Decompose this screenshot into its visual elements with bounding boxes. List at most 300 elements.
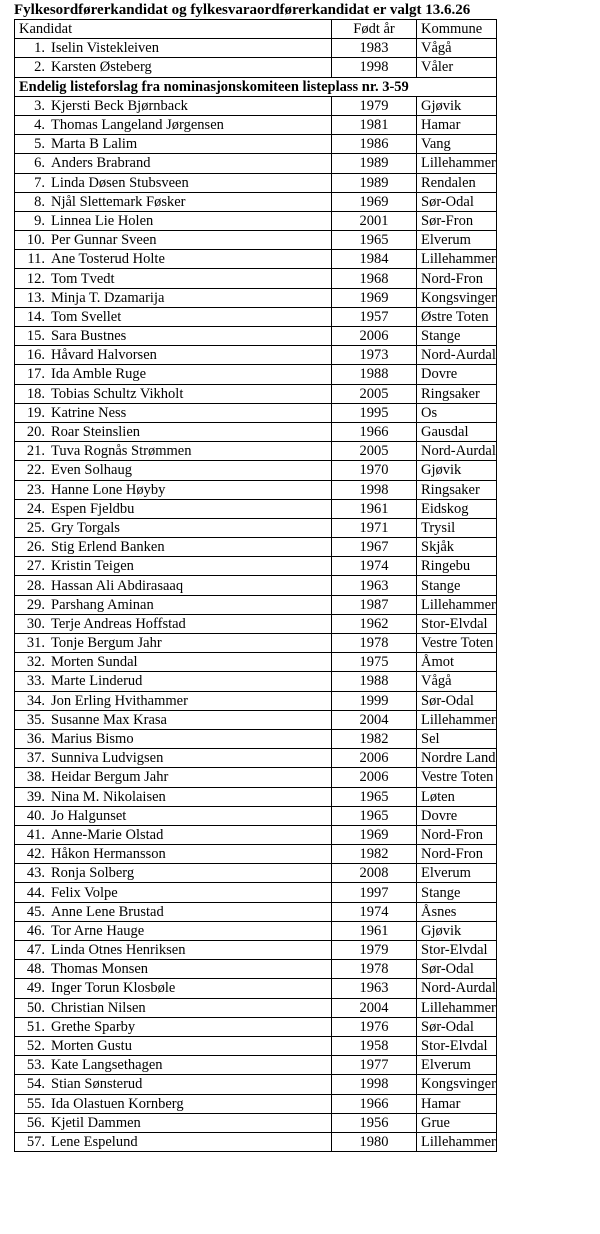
candidate-cell xyxy=(15,749,332,768)
list-number: 2. xyxy=(34,59,45,76)
candidate-name: Håkon Hermansson xyxy=(51,846,166,863)
municipality-cell: Lillehammer xyxy=(417,595,497,614)
list-number: 21. xyxy=(26,443,45,460)
candidate-name: Hassan Ali Abdirasaaq xyxy=(51,577,184,594)
candidate-cell xyxy=(15,1113,332,1132)
candidate-name: Hanne Lone Høyby xyxy=(51,481,166,498)
candidate-name: Thomas Monsen xyxy=(51,961,149,978)
list-number: 33. xyxy=(26,673,45,690)
candidate-name: Njål Slettemark Føsker xyxy=(51,193,186,210)
birth-year-cell: 1956 xyxy=(332,1113,417,1132)
municipality-cell: Lillehammer xyxy=(417,710,497,729)
municipality-cell: Vestre Toten xyxy=(417,768,497,787)
candidate-cell xyxy=(15,1036,332,1055)
table-header-row xyxy=(15,20,497,39)
list-number: 51. xyxy=(26,1018,45,1035)
candidate-name: Sara Bustnes xyxy=(51,328,127,345)
municipality-cell: Vågå xyxy=(417,39,497,58)
candidate-name: Marius Bismo xyxy=(51,731,134,748)
municipality-cell: Gjøvik xyxy=(417,921,497,940)
list-number: 25. xyxy=(26,519,45,536)
birth-year-cell: 2005 xyxy=(332,442,417,461)
birth-year-cell: 1974 xyxy=(332,557,417,576)
municipality-cell: Trysil xyxy=(417,518,497,537)
municipality-cell: Lillehammer xyxy=(417,1132,497,1151)
birth-year-cell: 1987 xyxy=(332,595,417,614)
candidate-cell xyxy=(15,729,332,748)
candidate-name: Marte Linderud xyxy=(51,673,143,690)
candidate-name: Terje Andreas Hoffstad xyxy=(51,615,186,632)
candidate-cell xyxy=(15,115,332,134)
header-born: Født år xyxy=(332,20,417,39)
table-row xyxy=(15,518,497,537)
birth-year-cell: 1961 xyxy=(332,499,417,518)
municipality-cell: Vang xyxy=(417,135,497,154)
list-number: 46. xyxy=(26,922,45,939)
candidate-cell xyxy=(15,173,332,192)
candidate-name: Stian Sønsterud xyxy=(51,1076,143,1093)
list-number: 49. xyxy=(26,980,45,997)
table-row xyxy=(15,538,497,557)
table-row xyxy=(15,883,497,902)
municipality-cell: Dovre xyxy=(417,806,497,825)
list-number: 8. xyxy=(34,193,45,210)
candidate-name: Morten Sundal xyxy=(51,654,138,671)
candidate-name: Linda Døsen Stubsveen xyxy=(51,174,189,191)
municipality-cell: Østre Toten xyxy=(417,307,497,326)
municipality-cell: Ringsaker xyxy=(417,480,497,499)
list-number: 31. xyxy=(26,635,45,652)
list-number: 9. xyxy=(34,212,45,229)
list-number: 11. xyxy=(27,251,45,268)
table-row xyxy=(15,806,497,825)
candidate-cell xyxy=(15,576,332,595)
table-row xyxy=(15,288,497,307)
candidate-cell xyxy=(15,211,332,230)
table-row xyxy=(15,960,497,979)
candidate-cell xyxy=(15,768,332,787)
list-number: 53. xyxy=(26,1057,45,1074)
candidate-cell xyxy=(15,154,332,173)
table-row xyxy=(15,154,497,173)
municipality-cell: Hamar xyxy=(417,115,497,134)
candidate-name: Tor Arne Hauge xyxy=(51,922,145,939)
table-row xyxy=(15,115,497,134)
candidate-cell xyxy=(15,442,332,461)
list-number: 39. xyxy=(26,788,45,805)
list-number: 14. xyxy=(26,308,45,325)
candidate-cell xyxy=(15,1017,332,1036)
table-row xyxy=(15,39,497,58)
candidate-cell xyxy=(15,288,332,307)
birth-year-cell: 1983 xyxy=(332,39,417,58)
municipality-cell: Grue xyxy=(417,1113,497,1132)
table-row xyxy=(15,135,497,154)
candidate-cell xyxy=(15,998,332,1017)
candidate-name: Parshang Aminan xyxy=(51,596,154,613)
candidate-name: Katrine Ness xyxy=(51,404,127,421)
municipality-cell: Stor-Elvdal xyxy=(417,941,497,960)
municipality-cell: Åmot xyxy=(417,653,497,672)
table-row xyxy=(15,250,497,269)
municipality-cell: Os xyxy=(417,403,497,422)
municipality-cell: Stor-Elvdal xyxy=(417,614,497,633)
list-number: 42. xyxy=(26,846,45,863)
candidate-cell xyxy=(15,269,332,288)
municipality-cell: Ringebu xyxy=(417,557,497,576)
candidate-name: Felix Volpe xyxy=(51,884,118,901)
birth-year-cell: 1981 xyxy=(332,115,417,134)
candidate-cell xyxy=(15,365,332,384)
birth-year-cell: 1970 xyxy=(332,461,417,480)
table-row xyxy=(15,902,497,921)
candidate-cell xyxy=(15,346,332,365)
candidate-cell xyxy=(15,499,332,518)
list-number: 12. xyxy=(26,270,45,287)
birth-year-cell: 1995 xyxy=(332,403,417,422)
candidate-cell xyxy=(15,1132,332,1151)
birth-year-cell: 1977 xyxy=(332,1056,417,1075)
birth-year-cell: 1966 xyxy=(332,422,417,441)
table-row xyxy=(15,403,497,422)
candidate-cell xyxy=(15,979,332,998)
document-title: Fylkesordførerkandidat og fylkesvaraordførerkandidat er valgt 13.6.26 xyxy=(14,2,471,18)
candidate-cell xyxy=(15,307,332,326)
table-row xyxy=(15,768,497,787)
candidate-name: Roar Steinslien xyxy=(51,424,141,441)
table-row xyxy=(15,346,497,365)
candidate-name: Kate Langsethagen xyxy=(51,1057,163,1074)
birth-year-cell: 2005 xyxy=(332,384,417,403)
list-number: 47. xyxy=(26,942,45,959)
table-row xyxy=(15,307,497,326)
birth-year-cell: 1962 xyxy=(332,614,417,633)
birth-year-cell: 1982 xyxy=(332,729,417,748)
table-row xyxy=(15,729,497,748)
list-number: 41. xyxy=(26,826,45,843)
candidate-cell xyxy=(15,1094,332,1113)
list-number: 13. xyxy=(26,289,45,306)
candidate-cell xyxy=(15,710,332,729)
list-number: 7. xyxy=(34,174,45,191)
candidate-cell xyxy=(15,58,332,77)
list-number: 15. xyxy=(26,328,45,345)
candidate-cell xyxy=(15,921,332,940)
birth-year-cell: 2006 xyxy=(332,768,417,787)
municipality-cell: Gjøvik xyxy=(417,461,497,480)
candidate-name: Stig Erlend Banken xyxy=(51,539,165,556)
candidate-name: Anne Lene Brustad xyxy=(51,903,164,920)
municipality-cell: Nord-Aurdal xyxy=(417,979,497,998)
list-number: 23. xyxy=(26,481,45,498)
table-row xyxy=(15,1113,497,1132)
candidate-cell xyxy=(15,902,332,921)
candidate-cell xyxy=(15,327,332,346)
municipality-cell: Vestre Toten xyxy=(417,634,497,653)
municipality-cell: Eidskog xyxy=(417,499,497,518)
candidate-name: Iselin Vistekleiven xyxy=(51,40,159,57)
birth-year-cell: 1998 xyxy=(332,58,417,77)
candidate-name: Linda Otnes Henriksen xyxy=(51,942,186,959)
candidate-cell xyxy=(15,960,332,979)
candidate-name: Ida Olastuen Kornberg xyxy=(51,1095,184,1112)
list-number: 44. xyxy=(26,884,45,901)
list-number: 32. xyxy=(26,654,45,671)
candidate-name: Anne-Marie Olstad xyxy=(51,826,164,843)
municipality-cell: Nord-Aurdal xyxy=(417,442,497,461)
birth-year-cell: 1973 xyxy=(332,346,417,365)
table-row xyxy=(15,1094,497,1113)
candidate-name: Tom Svellet xyxy=(51,308,122,325)
table-row xyxy=(15,634,497,653)
table-row xyxy=(15,192,497,211)
candidate-name: Christian Nilsen xyxy=(51,999,146,1016)
municipality-cell: Lillehammer xyxy=(417,998,497,1017)
table-row xyxy=(15,825,497,844)
municipality-cell: Sel xyxy=(417,729,497,748)
table-row xyxy=(15,231,497,250)
birth-year-cell: 1965 xyxy=(332,806,417,825)
candidate-name: Håvard Halvorsen xyxy=(51,347,157,364)
birth-year-cell: 1989 xyxy=(332,173,417,192)
birth-year-cell: 1966 xyxy=(332,1094,417,1113)
birth-year-cell: 1969 xyxy=(332,825,417,844)
birth-year-cell: 1986 xyxy=(332,135,417,154)
municipality-cell: Sør-Odal xyxy=(417,1017,497,1036)
birth-year-cell: 1963 xyxy=(332,979,417,998)
birth-year-cell: 1979 xyxy=(332,941,417,960)
candidate-name: Even Solhaug xyxy=(51,462,132,479)
candidate-cell xyxy=(15,39,332,58)
list-number: 37. xyxy=(26,750,45,767)
municipality-cell: Nord-Fron xyxy=(417,825,497,844)
municipality-cell: Sør-Fron xyxy=(417,211,497,230)
table-row xyxy=(15,787,497,806)
section-title: Endelig listeforslag fra nominasjonskomiteen listeplass nr. 3-59 xyxy=(15,77,497,96)
birth-year-cell: 1982 xyxy=(332,845,417,864)
table-row xyxy=(15,58,497,77)
table-row xyxy=(15,327,497,346)
birth-year-cell: 1961 xyxy=(332,921,417,940)
list-number: 16. xyxy=(26,347,45,364)
list-number: 3. xyxy=(34,97,45,114)
candidate-name: Per Gunnar Sveen xyxy=(51,232,157,249)
birth-year-cell: 1958 xyxy=(332,1036,417,1055)
list-number: 24. xyxy=(26,500,45,517)
candidate-name: Marta B Lalim xyxy=(51,136,138,153)
list-number: 54. xyxy=(26,1076,45,1093)
table-row xyxy=(15,998,497,1017)
birth-year-cell: 1979 xyxy=(332,96,417,115)
list-number: 22. xyxy=(26,462,45,479)
birth-year-cell: 1988 xyxy=(332,672,417,691)
candidate-name: Anders Brabrand xyxy=(51,155,151,172)
table-row xyxy=(15,710,497,729)
birth-year-cell: 2008 xyxy=(332,864,417,883)
table-row xyxy=(15,1017,497,1036)
municipality-cell: Dovre xyxy=(417,365,497,384)
municipality-cell: Sør-Odal xyxy=(417,960,497,979)
birth-year-cell: 1968 xyxy=(332,269,417,288)
candidate-cell xyxy=(15,461,332,480)
municipality-cell: Rendalen xyxy=(417,173,497,192)
candidate-cell xyxy=(15,806,332,825)
list-number: 43. xyxy=(26,865,45,882)
list-number: 1. xyxy=(34,40,45,57)
municipality-cell: Elverum xyxy=(417,1056,497,1075)
candidate-name: Nina M. Nikolaisen xyxy=(51,788,166,805)
birth-year-cell: 1989 xyxy=(332,154,417,173)
candidate-cell xyxy=(15,557,332,576)
list-number: 17. xyxy=(26,366,45,383)
candidate-name: Minja T. Dzamarija xyxy=(51,289,165,306)
table-row xyxy=(15,1056,497,1075)
birth-year-cell: 1980 xyxy=(332,1132,417,1151)
candidate-name: Kjetil Dammen xyxy=(51,1114,141,1131)
table-row xyxy=(15,941,497,960)
list-number: 45. xyxy=(26,903,45,920)
list-number: 50. xyxy=(26,999,45,1016)
birth-year-cell: 2001 xyxy=(332,211,417,230)
municipality-cell: Lillehammer xyxy=(417,250,497,269)
candidate-name: Tom Tvedt xyxy=(51,270,115,287)
candidate-name: Tuva Rognås Strømmen xyxy=(51,443,192,460)
candidate-cell xyxy=(15,691,332,710)
municipality-cell: Stor-Elvdal xyxy=(417,1036,497,1055)
candidate-name: Grethe Sparby xyxy=(51,1018,136,1035)
table-row xyxy=(15,1132,497,1151)
table-row xyxy=(15,864,497,883)
header-candidate: Kandidat xyxy=(15,20,332,39)
candidate-cell xyxy=(15,1056,332,1075)
municipality-cell: Åsnes xyxy=(417,902,497,921)
municipality-cell: Gausdal xyxy=(417,422,497,441)
municipality-cell: Stange xyxy=(417,576,497,595)
municipality-cell: Nord-Aurdal xyxy=(417,346,497,365)
municipality-cell: Sør-Odal xyxy=(417,192,497,211)
list-number: 28. xyxy=(26,577,45,594)
municipality-cell: Lillehammer xyxy=(417,154,497,173)
candidate-name: Ronja Solberg xyxy=(51,865,135,882)
municipality-cell: Løten xyxy=(417,787,497,806)
table-row xyxy=(15,422,497,441)
table-row xyxy=(15,749,497,768)
list-number: 34. xyxy=(26,692,45,709)
list-number: 18. xyxy=(26,385,45,402)
candidate-name: Gry Torgals xyxy=(51,519,120,536)
birth-year-cell: 1975 xyxy=(332,653,417,672)
municipality-cell: Kongsvinger xyxy=(417,1075,497,1094)
candidate-name: Morten Gustu xyxy=(51,1038,132,1055)
candidate-cell xyxy=(15,403,332,422)
municipality-cell: Våler xyxy=(417,58,497,77)
list-number: 30. xyxy=(26,615,45,632)
candidate-cell xyxy=(15,96,332,115)
candidate-cell xyxy=(15,595,332,614)
table-row xyxy=(15,691,497,710)
list-number: 20. xyxy=(26,424,45,441)
municipality-cell: Stange xyxy=(417,327,497,346)
list-number: 10. xyxy=(26,232,45,249)
table-row xyxy=(15,672,497,691)
candidate-cell xyxy=(15,480,332,499)
candidate-name: Sunniva Ludvigsen xyxy=(51,750,164,767)
candidate-name: Heidar Bergum Jahr xyxy=(51,769,169,786)
candidate-name: Kristin Teigen xyxy=(51,558,134,575)
birth-year-cell: 1997 xyxy=(332,883,417,902)
birth-year-cell: 1965 xyxy=(332,231,417,250)
candidate-name: Susanne Max Krasa xyxy=(51,711,167,728)
table-row xyxy=(15,480,497,499)
birth-year-cell: 2006 xyxy=(332,749,417,768)
candidate-cell xyxy=(15,538,332,557)
candidate-cell xyxy=(15,672,332,691)
table-row xyxy=(15,499,497,518)
municipality-cell: Kongsvinger xyxy=(417,288,497,307)
candidate-name: Espen Fjeldbu xyxy=(51,500,135,517)
list-number: 26. xyxy=(26,539,45,556)
table-row xyxy=(15,1036,497,1055)
header-municipality: Kommune xyxy=(417,20,497,39)
table-row xyxy=(15,96,497,115)
table-row xyxy=(15,211,497,230)
municipality-cell: Sør-Odal xyxy=(417,691,497,710)
birth-year-cell: 1967 xyxy=(332,538,417,557)
candidate-name: Tonje Bergum Jahr xyxy=(51,635,162,652)
candidate-cell xyxy=(15,614,332,633)
birth-year-cell: 1978 xyxy=(332,634,417,653)
birth-year-cell: 1957 xyxy=(332,307,417,326)
birth-year-cell: 1969 xyxy=(332,288,417,307)
list-number: 38. xyxy=(26,769,45,786)
candidate-cell xyxy=(15,941,332,960)
municipality-cell: Vågå xyxy=(417,672,497,691)
candidate-table-body xyxy=(15,20,497,1152)
birth-year-cell: 1965 xyxy=(332,787,417,806)
table-row xyxy=(15,921,497,940)
table-row xyxy=(15,173,497,192)
table-row xyxy=(15,269,497,288)
candidate-table xyxy=(14,19,497,1152)
table-row xyxy=(15,461,497,480)
table-row xyxy=(15,557,497,576)
list-number: 57. xyxy=(26,1133,45,1150)
candidate-cell xyxy=(15,634,332,653)
table-row xyxy=(15,595,497,614)
birth-year-cell: 1978 xyxy=(332,960,417,979)
candidate-cell xyxy=(15,864,332,883)
birth-year-cell: 2006 xyxy=(332,327,417,346)
list-number: 6. xyxy=(34,155,45,172)
candidate-cell xyxy=(15,192,332,211)
municipality-cell: Gjøvik xyxy=(417,96,497,115)
candidate-name: Inger Torun Klosbøle xyxy=(51,980,176,997)
birth-year-cell: 1984 xyxy=(332,250,417,269)
table-row xyxy=(15,442,497,461)
municipality-cell: Nordre Land xyxy=(417,749,497,768)
table-row xyxy=(15,1075,497,1094)
candidate-name: Karsten Østeberg xyxy=(51,59,152,76)
list-number: 52. xyxy=(26,1038,45,1055)
candidate-cell xyxy=(15,883,332,902)
birth-year-cell: 1999 xyxy=(332,691,417,710)
birth-year-cell: 1974 xyxy=(332,902,417,921)
candidate-name: Ida Amble Ruge xyxy=(51,366,147,383)
list-number: 4. xyxy=(34,117,45,134)
table-row xyxy=(15,384,497,403)
municipality-cell: Skjåk xyxy=(417,538,497,557)
list-number: 27. xyxy=(26,558,45,575)
